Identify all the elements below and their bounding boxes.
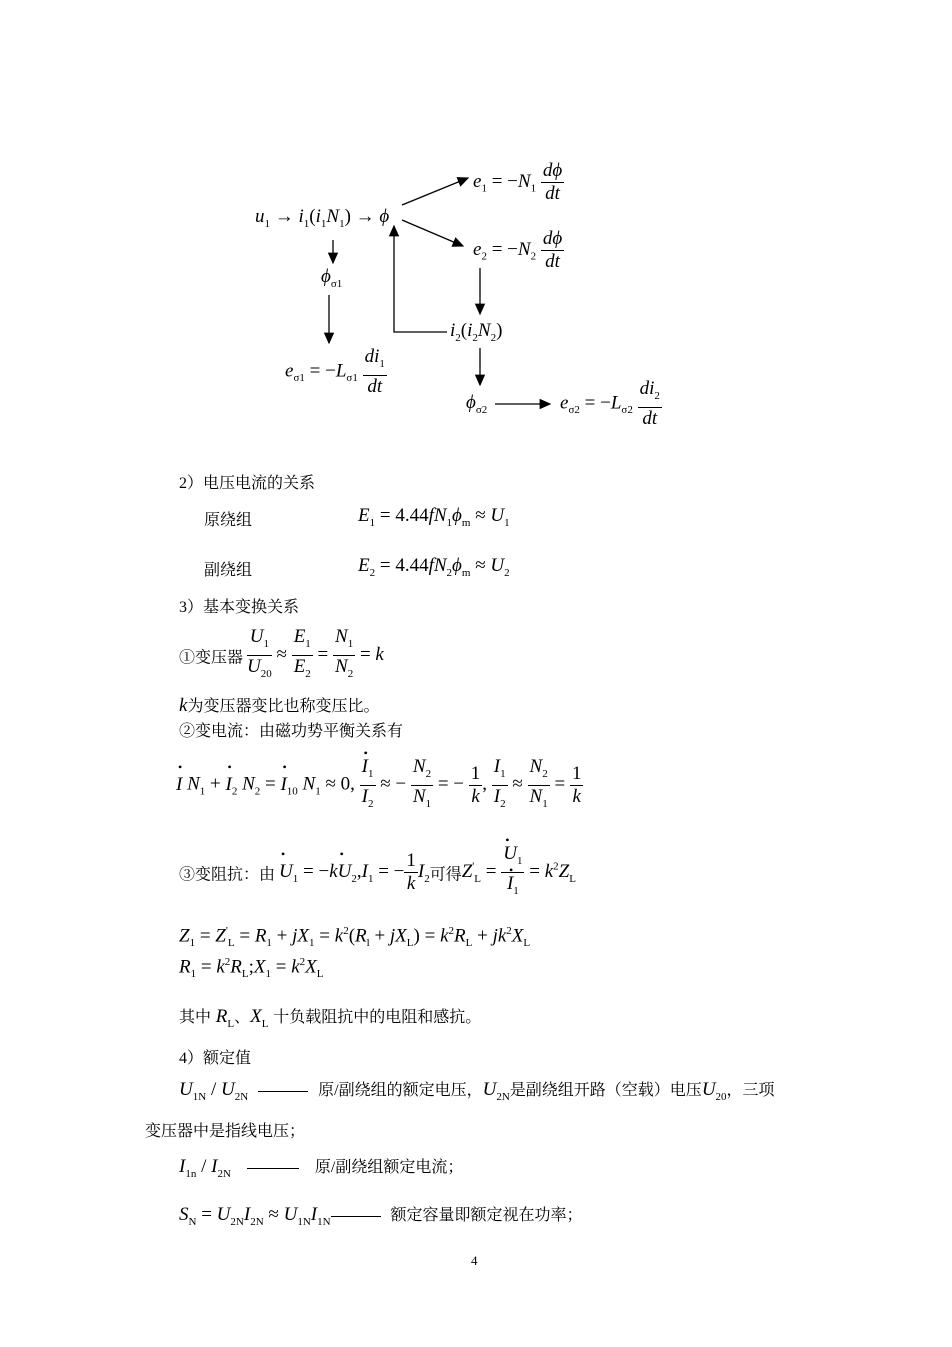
label-current: ②变电流：由磁功势平衡关系有	[179, 723, 404, 740]
rated-current-desc: 原/副绕组额定电流；	[314, 1159, 464, 1176]
label-secondary: 副绕组	[204, 562, 253, 579]
eq-i1n-i2n: $I_{1n} / I_{2N}$	[179, 1156, 231, 1180]
label-impedance: ③变阻抗：由	[179, 866, 276, 884]
eq-e-sigma1: $e_{\sigma 1} = -L_{\sigma 1}$ $\frac{di_1}{dt}$	[285, 346, 385, 397]
symbol-u20: $U_{20}$	[701, 1079, 727, 1103]
eq-u1n-u2n: $U_{1N} / U_{2N}$	[179, 1079, 249, 1103]
rated-voltage-desc3: ，三项	[726, 1082, 775, 1099]
where-prefix: 其中	[179, 1009, 212, 1026]
eq-e-sigma2: $e_{\sigma 2} = -L_{\sigma 2}$ $\frac{di_2}{dt}$	[560, 378, 660, 429]
dash-rule	[247, 1168, 299, 1169]
eq-current-balance: • I $N_1$ + • $I_2$ $N_2$ = • $I_{10}$ $N_1 \approx 0$, • $\frac{I_1}{I_2}$ ≈ − $\frac{N_2}{N_1}$ = − $\frac{1}{k}$ , $\frac{I_1}{I_2}$ ≈ $\frac{N_2}{N_1}$ = $\frac{1}{k}$	[176, 756, 583, 815]
eq-voltage-ratio: $\frac{U_1}{U_{20}}$ ≈ $\frac{E_1}{E_2}$ = $\frac{N_1}{N_2}$ = k	[247, 626, 384, 680]
impedance-line	[179, 843, 576, 902]
eq-e2: $e_2 = -N_2$ $\frac{d\phi}{dt}$	[473, 228, 563, 272]
rated-capacity-line	[179, 1202, 583, 1228]
heading-voltage-current: 2）电压电流的关系	[179, 475, 316, 492]
eq-E2: $E_2 = 4.44fN_2\phi_m \approx U_2$	[358, 555, 510, 579]
label-can-get: 可得	[429, 866, 462, 884]
rated-voltage-desc2: 是副绕组开路（空载）电压	[509, 1082, 702, 1099]
eq-e1: $e_1 = -N_1$ $\frac{d\phi}{dt}$	[473, 160, 563, 204]
arrow-i2-phi	[394, 226, 447, 332]
heading-rated: 4）额定值	[179, 1050, 252, 1067]
i2-node: $i_2(i_2N_2)$	[450, 320, 503, 344]
dash-rule	[331, 1216, 381, 1217]
voltage-ratio-line	[179, 626, 384, 685]
phi-sigma2: $\phi_{\sigma 2}$	[466, 392, 488, 416]
symbol-rl: $R_L$	[211, 1006, 235, 1030]
eq-r1-x1: $R_1$ = $k^2R_L;X_1 = k^2X_L$	[179, 956, 324, 981]
eq-E1: $E_1 = 4.44fN_1\phi_m \approx U_1$	[358, 505, 510, 529]
where-suffix: 十负载阻抗中的电阻和感抗。	[273, 1009, 482, 1026]
label-primary: 原绕组	[204, 512, 253, 529]
where-line	[179, 1004, 481, 1030]
diagram-arrows	[0, 0, 952, 440]
rated-voltage-desc: 原/副绕组的额定电压，	[318, 1082, 483, 1099]
eq-zl-prime: $Z'_L$ = • $U_1$ • $I_1$ = $k^2Z_L$	[462, 861, 576, 882]
rated-current-line	[179, 1154, 463, 1180]
rated-capacity-desc: 额定容量即额定视在功率；	[390, 1207, 583, 1224]
eq-z1: $Z_1 = Z'_L = R_1 + jX_1 = k^2(R_l + jX_L) = k^2R_L + jk^2X_L$	[179, 925, 531, 950]
page-number: 4	[471, 1253, 478, 1268]
arrow-phi-e2	[402, 220, 463, 246]
symbol-xl: $X_L$	[250, 1006, 269, 1030]
k-note-line	[179, 693, 379, 717]
symbol-u2n: $U_{2N}$	[482, 1079, 510, 1103]
k-note: 为变压器变比也称变压比。	[187, 698, 380, 715]
symbol-k: k	[179, 695, 188, 716]
eq-impedance-cond: • $U_1$ = −k• $U_2,I_1$ = − $\frac{1}{k}$ $I_2$	[279, 861, 430, 882]
rated-voltage-line	[179, 1077, 775, 1103]
heading-basic-transform: 3）基本变换关系	[179, 599, 300, 616]
where-mid: 、	[234, 1009, 251, 1026]
eq-sn: $S_N = U_{2N}I_{2N} \approx U_{1N}I_{1N}$	[179, 1204, 331, 1228]
dash-rule	[258, 1091, 308, 1092]
phi-sigma1: $\phi_{\sigma 1}$	[321, 266, 343, 290]
rated-voltage-line2: 变压器中是指线电压；	[145, 1123, 306, 1140]
arrow-phi-e1	[402, 178, 468, 205]
diagram-source: $u_1 \to i_1(i_1N_1) \to \phi$	[255, 206, 390, 230]
label-transformer: ①变压器	[179, 649, 244, 667]
